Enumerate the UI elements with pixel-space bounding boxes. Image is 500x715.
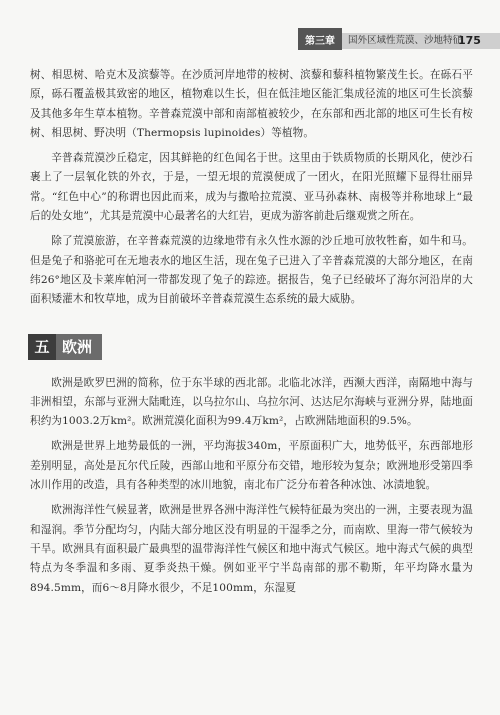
page-number: 175 bbox=[458, 34, 481, 47]
paragraph: 除了荒漠旅游，在辛普森荒漠的边缘地带有永久性水源的沙丘地可放牧牲畜，如牛和马。但是兔子和骆驼可在无地表水的地区生活，现在兔子已进入了辛普森荒漠的大部分地区，在南纬26°地区及卡莱库帕河一带都发现了兔子的踪迹。据报告，兔子已经破坏了海尔河沿岸的大面积矮灌木和牧草地，成为目前破坏辛普森荒漠生态系统的最大威胁。 bbox=[30, 235, 473, 306]
paragraph: 欧洲是世界上地势最低的一洲，平均海拔340m，平原面积广大，地势低平，东西部地形差别明显，高处是瓦尔代丘陵，西部山地和平原分布交错，地形较为复杂；欧洲地形受第四季冰川作用的改造，具有各种类型的冰川地貌，南北布广泛分布着各种冰蚀、冰渍地貌。 bbox=[30, 440, 473, 492]
chapter-title: 国外区域性荒漠、沙地特征 bbox=[348, 35, 463, 46]
running-header bbox=[0, 0, 500, 56]
paragraph: 辛普森荒漠沙丘稳定，因其鲜艳的红色闻名于世。这里由于铁质物质的长期风化，使沙石裹上了一层氧化铁的外衣，于是，一望无垠的荒漠便成了一团火，在阳光照耀下显得壮丽异常。“红色中心”的称谓也因此而来，成为与撒哈拉荒漠、亚马孙森林、南极等并称地球上“最后的处女地”，尤其是荒漠中心最著名的大红岩，更成为游客前赴后继观赏之所在。 bbox=[30, 152, 473, 223]
section-number: 五 bbox=[28, 334, 56, 360]
chapter-label: 第三章 bbox=[298, 28, 342, 50]
paragraph: 欧洲海洋性气候显著，欧洲是世界各洲中海洋性气候特征最为突出的一洲，主要表现为温和湿润。季节分配均匀，内陆大部分地区没有明显的干湿季之分，而南欧、里海一带气候较为干旱。欧洲具有面积最广最典型的温带海洋性气候区和地中海式气候区。地中海式气候的典型特点为冬季温和多雨、夏季炎热干燥。例如亚平宁半岛南部的那不勒斯，年平均降水量为894.5mm，而6～8月降水很少，不足100mm，东湿夏 bbox=[30, 504, 473, 594]
section-heading bbox=[28, 334, 473, 360]
paragraph: 树、相思树、哈克木及滨藜等。在沙质河岸地带的桉树、滨藜和藜科植物繁茂生长。在砾石平原，砾石覆盖极其致密的地区，植物难以生长，但在低洼地区能汇集成径流的地区可生长滨藜及其他多年生草本植物。辛普森荒漠中部和南部植被较少，在东部和西北部的地区可生长有桉树、相思树、野决明（Thermopsis lupinoides）等植物。 bbox=[30, 69, 473, 139]
paragraph: 欧洲是欧罗巴洲的简称，位于东半球的西北部。北临北冰洋，西濒大西洋，南隔地中海与非洲相望，东部与亚洲大陆毗连，以乌拉尔山、乌拉尔河、达达尼尔海峡与亚洲分界，陆地面积约为1003.2万km²。欧洲荒漠化面积为99.4万km²，占欧洲陆地面积的9.5%。 bbox=[30, 376, 473, 428]
section-title: 欧洲 bbox=[56, 334, 102, 360]
page-body bbox=[30, 66, 473, 604]
